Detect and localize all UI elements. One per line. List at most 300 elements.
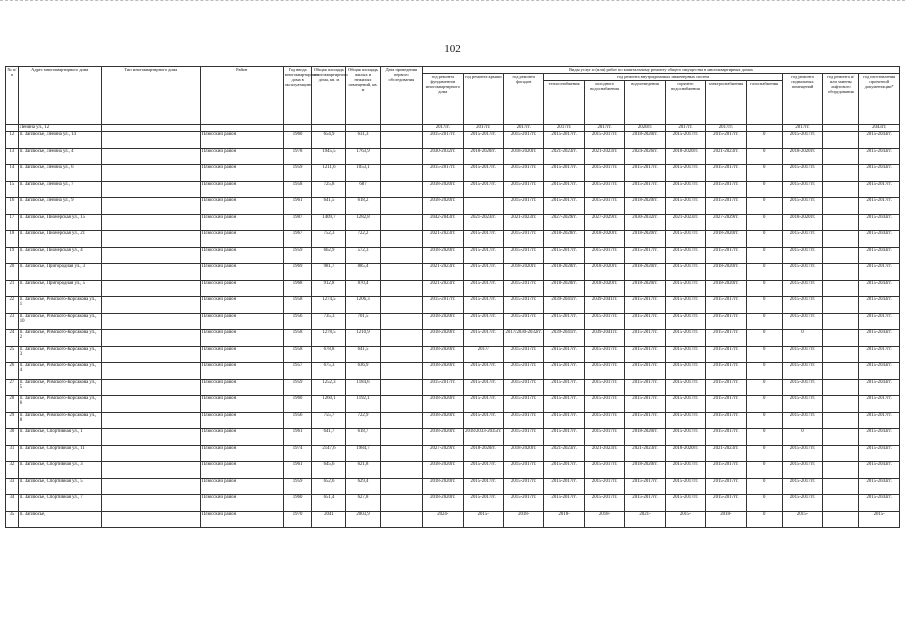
work-year-cell: 2015-2017гг. <box>584 495 624 512</box>
total-area-cell: 1274,5 <box>312 297 346 314</box>
building-type-cell <box>101 125 200 132</box>
district-cell: Плюсский район <box>200 198 283 215</box>
year-cell: 1974 <box>283 445 312 462</box>
work-year-cell <box>823 132 859 149</box>
survey-date-cell <box>380 132 423 149</box>
work-year-cell: 0 <box>746 198 782 215</box>
table-row <box>6 412 900 429</box>
work-year-cell: 2015-2017гг. <box>503 363 543 380</box>
work-year-cell: 2015-2043гг. <box>859 462 900 479</box>
work-year-cell: 2015-2017гг. <box>584 462 624 479</box>
work-year-cell: 2043гг. <box>859 125 900 132</box>
work-year-cell: 2015-2017гг. <box>423 379 463 396</box>
address-cell: п. Заплюсье, Ленина ул., 7 <box>18 181 101 198</box>
work-year-cell: 2018-2020гг. <box>665 148 705 165</box>
header-foundation: год ремонта фундаментов многоквартирного дома <box>423 74 463 125</box>
survey-date-cell <box>380 198 423 215</box>
work-year-cell: 2015-2017гг. <box>503 198 543 215</box>
year-cell: 1987 <box>283 214 312 231</box>
living-area-cell: 629,4 <box>346 478 380 495</box>
survey-date-cell <box>380 280 423 297</box>
living-area-cell: 618,2 <box>346 198 380 215</box>
survey-date-cell <box>380 363 423 380</box>
row-number: 26 <box>6 363 19 380</box>
work-year-cell: 0 <box>746 214 782 231</box>
table-row <box>6 379 900 396</box>
work-year-cell: 2015-2017гг. <box>463 181 503 198</box>
survey-date-cell <box>380 214 423 231</box>
total-area-cell: 654,9 <box>312 132 346 149</box>
work-year-cell: 2018-2020гг. <box>423 429 463 446</box>
row-number: 31 <box>6 445 19 462</box>
row-number: 32 <box>6 462 19 479</box>
living-area-cell: 1984,7 <box>346 445 380 462</box>
work-year-cell: 2015-2043гг. <box>859 247 900 264</box>
work-year-cell <box>823 181 859 198</box>
work-year-cell: 2015-2043гг. <box>859 165 900 182</box>
work-year-cell: 2015-2017гг. <box>665 330 705 347</box>
address-cell: п. Заплюсье, Пионерская ул., 21 <box>18 231 101 248</box>
work-year-cell: 0 <box>782 429 822 446</box>
work-year-cell: 2015-2017гг. <box>706 478 746 495</box>
work-year-cell: 2015-2043гг. <box>859 478 900 495</box>
building-type-cell <box>101 297 200 314</box>
work-year-cell: 2015-2017гг. <box>706 495 746 512</box>
work-year-cell: 2015-2017гг. <box>463 297 503 314</box>
district-cell: Плюсский район <box>200 412 283 429</box>
work-year-cell <box>823 247 859 264</box>
work-year-cell <box>823 478 859 495</box>
year-cell: 1968 <box>283 280 312 297</box>
work-year-cell: 2015-2017гг. <box>423 132 463 149</box>
living-area-cell: 1282,8 <box>346 214 380 231</box>
work-year-cell: 2015-2043гг. <box>859 495 900 512</box>
total-area-cell: 641,7 <box>312 429 346 446</box>
district-cell: Плюсский район <box>200 379 283 396</box>
header-project-docs: год изготовления проектной документации* <box>859 74 900 125</box>
work-year-cell: 2015-2017гг. <box>625 363 665 380</box>
work-year-cell: 2018-2020гг. <box>706 264 746 281</box>
work-year-cell: 2015-2017гг. <box>665 181 705 198</box>
work-year-cell: 2015-2017гг. <box>665 495 705 512</box>
work-year-cell: 0 <box>746 412 782 429</box>
header-survey-date: Дата проведения первого обследования <box>380 67 423 125</box>
year-cell: 1958 <box>283 181 312 198</box>
living-area-cell: 885,4 <box>346 264 380 281</box>
work-year-cell: 2015-2017гг. <box>584 478 624 495</box>
work-year-cell: 2015-2017гг. <box>423 165 463 182</box>
work-year-cell: 2015-2017гг. <box>463 313 503 330</box>
work-year-cell: 2021-2023гг. <box>544 148 584 165</box>
district-cell: Плюсский район <box>200 445 283 462</box>
work-year-cell: 2015-2017гг. <box>503 132 543 149</box>
work-year-cell: 2015-2017гг. <box>544 181 584 198</box>
district-cell: Плюсский район <box>200 148 283 165</box>
work-year-cell <box>823 363 859 380</box>
building-type-cell <box>101 231 200 248</box>
work-year-cell: 2039-2041гг. <box>584 297 624 314</box>
district-cell: Плюсский район <box>200 313 283 330</box>
living-area-cell: 1763,9 <box>346 148 380 165</box>
work-year-cell: 0 <box>746 429 782 446</box>
work-year-cell: 2018-2020гг. <box>625 198 665 215</box>
work-year-cell: 0 <box>746 445 782 462</box>
work-year-cell: 2015- <box>463 511 503 528</box>
work-year-cell: 2015-2017гг. <box>584 379 624 396</box>
work-year-cell <box>823 379 859 396</box>
table-row <box>6 280 900 297</box>
work-year-cell: 2015-2017гг. <box>463 478 503 495</box>
header-year: Год ввода многоквартирного дома в эксплуатацию <box>283 67 312 125</box>
work-year-cell: 2015-2017гг. <box>625 297 665 314</box>
work-year-cell: 2018-2020гг. <box>625 264 665 281</box>
work-year-cell: 2018-2020гг. <box>625 132 665 149</box>
work-year-cell: 2015- <box>665 511 705 528</box>
work-year-cell: 0 <box>746 396 782 413</box>
work-year-cell: 2015-2043гг. <box>859 148 900 165</box>
work-year-cell: 2015-2017гг. <box>544 462 584 479</box>
header-total-area: Общая площадь многоквартирного дома, кв. м <box>312 67 346 125</box>
work-year-cell: 2017гг. <box>423 125 463 132</box>
work-year-cell: 2018-2020гг. <box>423 478 463 495</box>
work-year-cell: 2015-2017гг. <box>584 396 624 413</box>
address-cell: п. Заплюсье, Ленина ул., 9 <box>18 198 101 215</box>
work-year-cell <box>823 125 859 132</box>
work-year-cell: 0 <box>746 264 782 281</box>
work-year-cell: 2015-2017гг. <box>665 280 705 297</box>
work-year-cell: 2015-2017гг. <box>706 181 746 198</box>
total-area-cell: 981,7 <box>312 264 346 281</box>
work-year-cell: 2015-2017гг. <box>463 363 503 380</box>
work-year-cell: 2015-2017гг. <box>463 396 503 413</box>
work-year-cell: 2018-2020гг. <box>625 429 665 446</box>
work-year-cell: 2018-2020гг. <box>503 445 543 462</box>
address-cell: п. Заплюсье, <box>18 511 101 528</box>
building-type-cell <box>101 445 200 462</box>
survey-date-cell <box>380 429 423 446</box>
table-row <box>6 511 900 528</box>
survey-date-cell <box>380 462 423 479</box>
work-year-cell: 2015- <box>782 511 822 528</box>
work-year-cell: 2015-2017гг. <box>665 478 705 495</box>
work-year-cell: 2015-2017гг. <box>584 429 624 446</box>
table-row <box>6 462 900 479</box>
work-year-cell: 2018- <box>503 511 543 528</box>
total-area-cell: 678,8 <box>312 346 346 363</box>
work-year-cell: 2015-2017гг. <box>625 412 665 429</box>
work-year-cell: 2015-2017гг. <box>665 165 705 182</box>
work-year-cell: 2015-2017гг. <box>584 165 624 182</box>
survey-date-cell <box>380 148 423 165</box>
row-number: 12 <box>6 132 19 149</box>
work-year-cell: 2015-2017гг. <box>584 198 624 215</box>
work-year-cell: 2021-2023гг. <box>544 445 584 462</box>
survey-date-cell <box>380 412 423 429</box>
work-year-cell: 2030-2032гг. <box>625 214 665 231</box>
work-year-cell: 2015-2017гг. <box>544 363 584 380</box>
district-cell: Плюсский район <box>200 165 283 182</box>
work-year-cell <box>823 280 859 297</box>
work-year-cell: 0 <box>746 330 782 347</box>
header-living-area: Общая площадь жилых и нежилых помещений, кв. м <box>346 67 380 125</box>
work-year-cell: 2024-2026гг. <box>625 148 665 165</box>
district-cell: Плюсский район <box>200 478 283 495</box>
work-year-cell: 2017гг. <box>544 125 584 132</box>
work-year-cell <box>823 396 859 413</box>
header-building-type: Тип многоквартирного дома <box>101 67 200 125</box>
work-year-cell: 2015-2017гг. <box>584 412 624 429</box>
row-number: 30 <box>6 429 19 446</box>
survey-date-cell <box>380 297 423 314</box>
table-row <box>6 478 900 495</box>
work-year-cell: 2015-2017гг. <box>665 231 705 248</box>
building-type-cell <box>101 214 200 231</box>
living-area-cell <box>346 125 380 132</box>
work-year-cell: 2015-2017гг. <box>706 429 746 446</box>
district-cell: Плюсский район <box>200 363 283 380</box>
year-cell: 1978 <box>283 148 312 165</box>
work-year-cell: 2015-2017гг. <box>665 247 705 264</box>
survey-date-cell <box>380 181 423 198</box>
table-row <box>6 198 900 215</box>
total-area-cell: 2041 <box>312 511 346 528</box>
work-year-cell: 2015-2017гг. <box>782 181 822 198</box>
total-area-cell: 1252,3 <box>312 379 346 396</box>
survey-date-cell <box>380 264 423 281</box>
work-year-cell: 2015-2017гг. <box>544 379 584 396</box>
work-year-cell: 2015-2017гг. <box>503 478 543 495</box>
work-year-cell: 2018-2020гг. <box>423 396 463 413</box>
year-cell: 1961 <box>283 462 312 479</box>
work-year-cell <box>746 125 782 132</box>
work-year-cell: 2015-2017гг. <box>859 412 900 429</box>
work-year-cell: 2042-2043гг. <box>423 214 463 231</box>
work-year-cell: 2015-2017гг. <box>503 280 543 297</box>
work-year-cell: 2017гг. <box>782 125 822 132</box>
work-year-cell: 2018-2020гг. <box>423 313 463 330</box>
work-year-cell: 2015-2043гг. <box>859 363 900 380</box>
work-year-cell <box>463 198 503 215</box>
living-area-cell: 687 <box>346 181 380 198</box>
survey-date-cell <box>380 511 423 528</box>
work-year-cell: 2015-2017гг. <box>859 313 900 330</box>
year-cell <box>283 125 312 132</box>
work-year-cell: 2024- <box>423 511 463 528</box>
work-year-cell: 2015-2017гг. <box>665 462 705 479</box>
work-year-cell: 2015-2017гг. <box>463 412 503 429</box>
work-year-cell: 2027-2029гг. <box>584 214 624 231</box>
work-year-cell: 2018-2020гг. <box>463 445 503 462</box>
address-cell: п. Заплюсье, Спортивная ул., 3 <box>18 462 101 479</box>
work-year-cell: 2021-2023гг. <box>706 148 746 165</box>
work-year-cell: 0 <box>746 478 782 495</box>
header-elevator: год ремонта и/или замены лифтового оборудования <box>823 74 859 125</box>
work-year-cell: 2015-2017гг. <box>503 181 543 198</box>
total-area-cell: 1409,7 <box>312 214 346 231</box>
year-cell: 1960 <box>283 132 312 149</box>
address-cell: п. Заплюсье, Пригородная ул., 3 <box>18 264 101 281</box>
work-year-cell: 2015-2017гг. <box>625 330 665 347</box>
table-row <box>6 330 900 347</box>
building-type-cell <box>101 478 200 495</box>
year-cell: 1967 <box>283 231 312 248</box>
work-year-cell: 2015-2017гг. <box>665 264 705 281</box>
work-year-cell: 2021-2023гг. <box>584 445 624 462</box>
header-electricity: электроснабжения <box>706 81 746 125</box>
work-year-cell: 2015-2017гг. <box>503 247 543 264</box>
year-cell: 1958 <box>283 330 312 347</box>
work-year-cell: 2015-2017гг. <box>503 412 543 429</box>
year-cell: 1961 <box>283 429 312 446</box>
work-year-cell <box>823 346 859 363</box>
header-basement: год ремонта подвальных помещений <box>782 74 822 125</box>
building-type-cell <box>101 313 200 330</box>
year-cell: 1960 <box>283 495 312 512</box>
address-cell: п. Заплюсье, Ленина ул., 4 <box>18 148 101 165</box>
work-year-cell: 2015-2017гг. <box>584 346 624 363</box>
work-year-cell: 2015-2017гг. <box>706 363 746 380</box>
work-year-cell: 2015-2017гг. <box>706 313 746 330</box>
work-year-cell: 2018-2020гг. <box>503 148 543 165</box>
work-year-cell: 2015-2043гг. <box>859 297 900 314</box>
work-year-cell: 0 <box>746 148 782 165</box>
header-heating: теплоснабжения <box>544 81 584 125</box>
work-year-cell: 0 <box>746 511 782 528</box>
work-year-cell: 2017гг. <box>706 125 746 132</box>
work-year-cell: 2021-2023гг. <box>423 231 463 248</box>
address-cell: п. Заплюсье, Спортивная ул., 11 <box>18 445 101 462</box>
row-number: 34 <box>6 495 19 512</box>
work-year-cell: 2015-2017гг. <box>463 280 503 297</box>
header-address: Адрес многоквартирного дома <box>18 67 101 125</box>
work-year-cell: 2015-2017гг. <box>665 346 705 363</box>
work-year-cell <box>823 495 859 512</box>
work-year-cell: 2015-2043гг. <box>859 379 900 396</box>
work-year-cell: 2027-2029гг. <box>423 445 463 462</box>
row-number: 21 <box>6 280 19 297</box>
survey-date-cell <box>380 313 423 330</box>
district-cell: Плюсский район <box>200 181 283 198</box>
table-row <box>6 363 900 380</box>
work-year-cell: 2039-2041гг. <box>544 297 584 314</box>
total-area-cell: 645,6 <box>312 462 346 479</box>
district-cell: Плюсский район <box>200 132 283 149</box>
work-year-cell: 2015-2017гг. <box>544 478 584 495</box>
building-type-cell <box>101 379 200 396</box>
row-number: 20 <box>6 264 19 281</box>
work-year-cell: 2015-2017гг. <box>782 379 822 396</box>
living-area-cell: 1192,1 <box>346 396 380 413</box>
district-cell: Плюсский район <box>200 297 283 314</box>
work-year-cell: 2015-2017гг. <box>503 429 543 446</box>
work-year-cell: 2015-2017гг. <box>782 495 822 512</box>
work-year-cell: 2018-2020гг. <box>625 462 665 479</box>
work-year-cell: 2017/ <box>463 346 503 363</box>
work-year-cell: 2018-2020гг. <box>665 445 705 462</box>
work-year-cell: 2015-2017гг. <box>706 198 746 215</box>
work-year-cell: 0 <box>746 313 782 330</box>
total-area-cell: 662,9 <box>312 247 346 264</box>
work-year-cell: 2015-2017гг. <box>625 495 665 512</box>
work-year-cell: 2018-2020гг. <box>423 330 463 347</box>
living-area-cell: 870,4 <box>346 280 380 297</box>
work-year-cell: 2015-2017гг. <box>706 462 746 479</box>
district-cell: Плюсский район <box>200 214 283 231</box>
work-year-cell: 2018-2020гг. <box>423 346 463 363</box>
work-year-cell: 2015-2017гг. <box>782 478 822 495</box>
survey-date-cell <box>380 379 423 396</box>
work-year-cell: 0 <box>746 231 782 248</box>
work-year-cell: 2018-2020гг. <box>423 462 463 479</box>
row-number: 17 <box>6 214 19 231</box>
address-cell: п. Заплюсье, Римского-Корсакова ул., 3 <box>18 346 101 363</box>
address-cell: п. Заплюсье, Спортивная ул., 5 <box>18 478 101 495</box>
work-year-cell: 2021-2023гг. <box>625 445 665 462</box>
district-cell: Плюсский район <box>200 346 283 363</box>
work-year-cell: 2015-2043гг. <box>859 214 900 231</box>
work-year-cell: 2015-2017гг. <box>782 165 822 182</box>
work-year-cell: 2021-2023гг. <box>706 445 746 462</box>
work-year-cell: 2015-2017гг. <box>706 132 746 149</box>
work-year-cell <box>823 297 859 314</box>
work-year-cell: 2015-2017гг. <box>782 231 822 248</box>
district-cell: Плюсский район <box>200 511 283 528</box>
district-cell: Плюсский район <box>200 462 283 479</box>
work-year-cell: 0 <box>746 181 782 198</box>
work-year-cell: 2021-2023гг. <box>584 148 624 165</box>
work-year-cell: 0 <box>782 330 822 347</box>
district-cell: Плюсский район <box>200 231 283 248</box>
building-type-cell <box>101 280 200 297</box>
table-row <box>6 247 900 264</box>
work-year-cell: 2015-2017гг. <box>665 363 705 380</box>
work-year-cell: 0 <box>746 346 782 363</box>
work-year-cell: 2015-2017гг. <box>665 297 705 314</box>
building-type-cell <box>101 462 200 479</box>
row-number: 14 <box>6 165 19 182</box>
work-year-cell: 2018-2020гг. <box>423 412 463 429</box>
table-row <box>6 396 900 413</box>
work-year-cell: 2018-2020гг. <box>782 214 822 231</box>
work-year-cell: 0 <box>746 379 782 396</box>
living-area-cell: 631,3 <box>346 132 380 149</box>
work-year-cell: 2015-2017гг. <box>625 247 665 264</box>
work-year-cell: 0 <box>746 165 782 182</box>
address-cell: п. Заплюсье, Римского-Корсакова ул., 2 <box>18 330 101 347</box>
living-area-cell: 2003,9 <box>346 511 380 528</box>
total-area-cell: 1260,1 <box>312 396 346 413</box>
work-year-cell: 2015-2043гг. <box>859 445 900 462</box>
table-row <box>6 214 900 231</box>
work-year-cell: 2021-2023гг. <box>423 264 463 281</box>
work-year-cell: 2018- <box>706 511 746 528</box>
work-year-cell: 2015-2017гг. <box>782 346 822 363</box>
total-area-cell: 641,5 <box>312 198 346 215</box>
work-year-cell <box>823 264 859 281</box>
living-area-cell: 722,9 <box>346 412 380 429</box>
work-year-cell: 2027-2029гг. <box>544 214 584 231</box>
header-roof: год ремонта крыши <box>463 74 503 125</box>
survey-date-cell <box>380 445 423 462</box>
work-year-cell: 2015-2017гг. <box>859 346 900 363</box>
total-area-cell <box>312 125 346 132</box>
table-row <box>6 125 900 132</box>
row-number: 15 <box>6 181 19 198</box>
work-year-cell: 2015-2017гг. <box>503 231 543 248</box>
survey-date-cell <box>380 495 423 512</box>
address-cell: п. Заплюсье, Римского-Корсакова ул., 5 <box>18 379 101 396</box>
row-number: 35 <box>6 511 19 528</box>
